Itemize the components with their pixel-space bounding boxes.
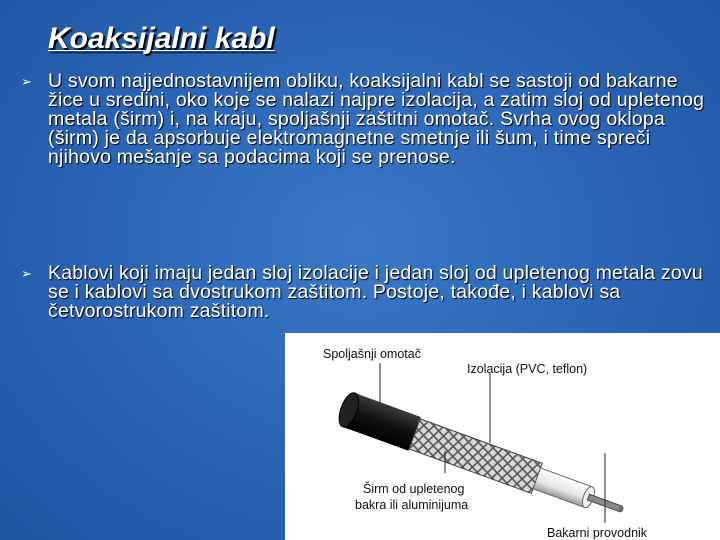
label-shield-line2: bakra ili aluminijuma <box>355 498 469 512</box>
slide-title: Koaksijalni kabl <box>48 22 275 55</box>
label-conductor: Bakarni provodnik <box>547 526 648 540</box>
arrowhead-bullet-icon: ➢ <box>21 74 32 89</box>
label-shield-line1: Širm od upletenog <box>363 482 465 496</box>
coaxial-cable-diagram <box>285 333 720 540</box>
bullet-text: U svom najjednostavnijem obliku, koaksijalni kabl se sastoji od bakarne žice u sredini, oko koje se nalazi najpre izolacija, a zatim sloj od upletenog metala (širm) i, na kraju, spoljašnji zaštitni omotač. Svrha ovog oklopa (širm) je da apsorbuje elektromagnetne smetnje ili šum, i time spreči njihovo mešanje sa podacima koji se prenose. <box>48 70 705 168</box>
coaxial-cable-illustration <box>285 333 720 540</box>
arrowhead-bullet-icon: ➢ <box>21 266 32 281</box>
label-insulation: Izolacija (PVC, teflon) <box>467 362 588 376</box>
bullet-text: Kablovi koji imaju jedan sloj izolacije i jedan sloj od upletenog metala zovu se i kablovi sa dvostrukom zaštitom. Postoje, takođe, i kablovi sa četvorostrukom zaštitom. <box>48 262 703 322</box>
label-outer-jacket: Spoljašnji omotač <box>323 347 421 361</box>
